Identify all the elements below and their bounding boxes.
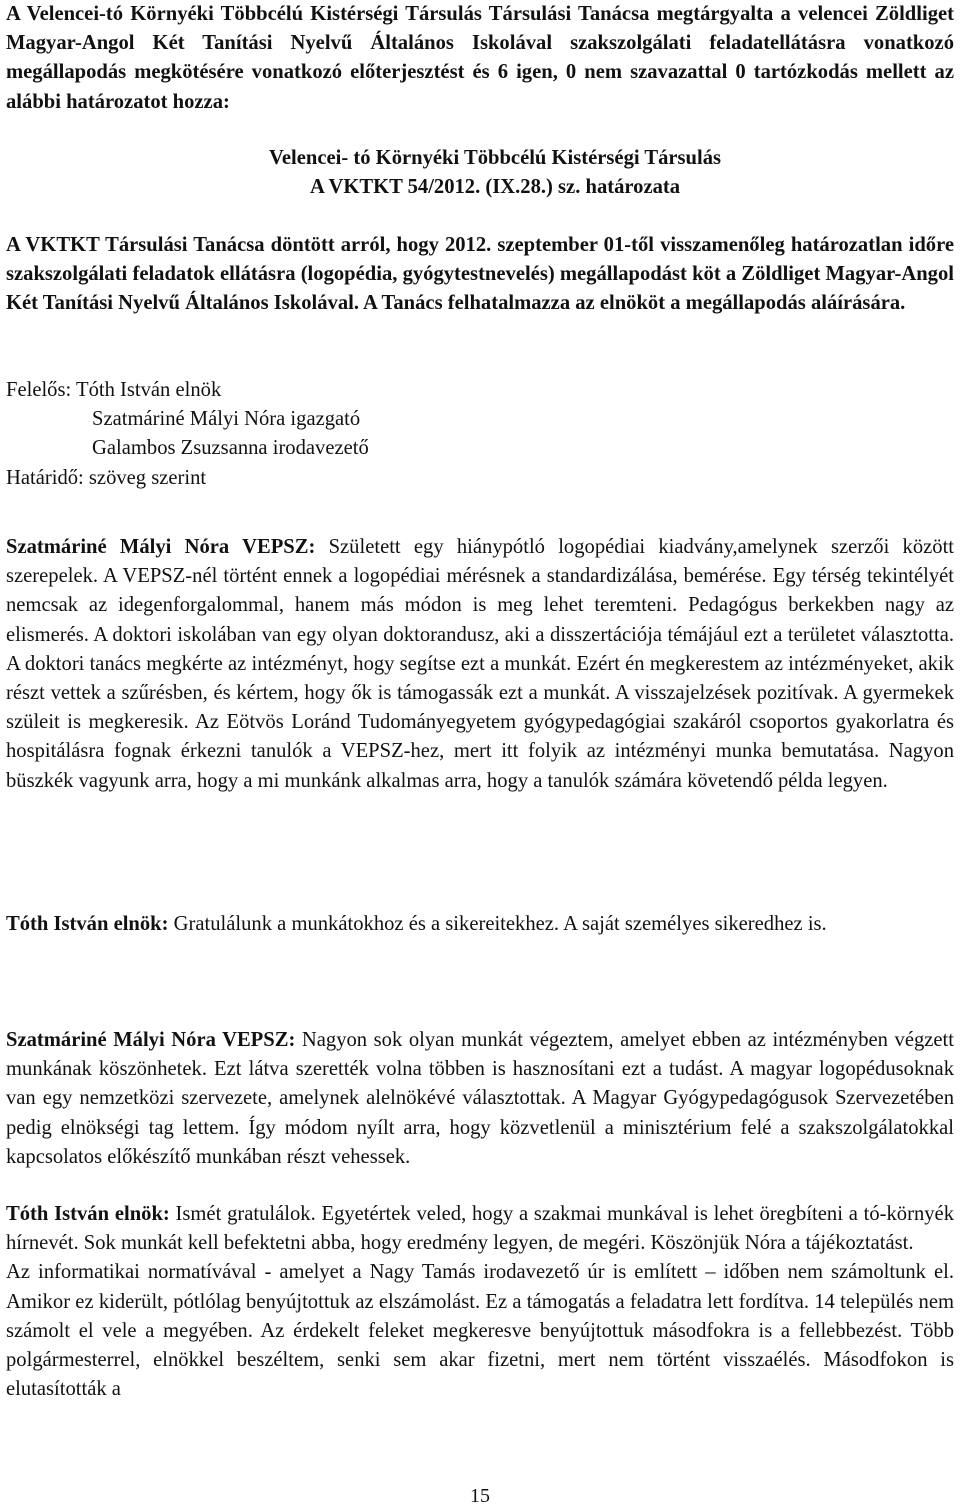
decision-heading-line1: Velencei- tó Környéki Többcélú Kistérségi Társulás: [268, 147, 722, 169]
speaker-name: Szatmáriné Mályi Nóra VEPSZ:: [6, 1029, 296, 1051]
speaker-name: Szatmáriné Mályi Nóra VEPSZ:: [6, 536, 316, 558]
speech-text: Született egy hiánypótló logopédiai kiadvány,amelynek szerzői között szerepelek. A VEPSZ-nél történt ennek a logopédiai mérésnek a standardizálása, bemérése. Egy térség tekintélyét nemcsak az idegenforgalommal, hanem más módon is meg lehet teremteni. Pedagógus berkekben nagy az elismerés. A doktori iskolában van egy olyan doktorandusz, aki a disszertációja témájául ezt a területet választotta. A doktori tanács megkérte az intézményt, hogy segítse ezt a munkát. Ezért én megkerestem az intézményeket, akik részt vettek a szűrésben, és kértem, hogy ők is támogassák ezt a munkát. A visszajelzések pozitívak. A gyermekek szüleit is megkeresik. Az Eötvös Loránd Tudományegyetem gyógypedagógiai szakáról csoportos gyakorlatra és hospitálásra fognak érkezni tanulók a VEPSZ-hez, mert itt folyik az intézményi munka bemutatása. Nagyon büszkék vagyunk arra, hogy a mi munkánk alkalmas arra, hogy a tanulók számára követendő példa legyen.: [6, 536, 955, 792]
decision-body: A VKTKT Társulási Tanácsa döntött arról, hogy 2012. szeptember 01-től visszamenőleg határozatlan időre szakszolgálati feladatok ellátásra (logopédia, gyógytestnevelés) megállapodást köt a Zöldliget Magyar-Angol Két Tanítási Nyelvű Általános Iskolával. A Tanács felhatalmazza az elnököt a megállapodás aláírására.: [6, 234, 954, 315]
speech-paragraph: [6, 1200, 954, 1404]
speaker-name: Tóth István elnök:: [6, 1203, 170, 1225]
speech-paragraph: [6, 1026, 954, 1172]
intro-paragraph: A Velencei-tó Környéki Többcélú Kistérségi Társulás Társulási Tanácsa megtárgyalta a velencei Zöldliget Magyar-Angol Két Tanítási Nyelvű Általános Iskolával szakszolgálati feladatellátásra vonatkozó megállapodás megkötésére vonatkozó előterjesztést és 6 igen, 0 nem szavazattal 0 tartózkodás mellett az alábbi határozatot hozza:: [6, 3, 954, 113]
speech-continuation: Az informatikai normatívával - amelyet a Nagy Tamás irodavezető úr is említett – időben nem számoltunk el. Amikor ez kiderült, pótlólag benyújtottuk az elszámolást. Ez a támogatás a feladatra lett fordítva. 14 település nem számolt el vele a megyében. Az érdekelt feleket megkeresve benyújtottuk másodfokra is a fellebbezést. Több polgármesterrel, elnökkel beszéltem, senki sem akar fizetni, mert nem történt visszaélés. Másodfokon is elutasították a: [6, 1261, 954, 1401]
speech-text: Gratulálunk a munkátokhoz és a sikereitekhez. A saját személyes sikeredhez is.: [168, 913, 827, 935]
responsible-line: Galambos Zsuzsanna irodavezető: [92, 437, 369, 460]
responsible-line: Felelős: Tóth István elnök: [6, 379, 222, 401]
decision-heading: [6, 144, 954, 202]
page-number: 15: [470, 1485, 490, 1507]
speaker-name: Tóth István elnök:: [6, 913, 169, 935]
decision-heading-line2: A VKTKT 54/2012. (IX.28.) sz. határozata: [309, 176, 681, 198]
speech-first-part: [6, 1200, 954, 1258]
speech-paragraph: [6, 910, 954, 939]
speech-paragraph: [6, 533, 954, 796]
responsible-block: [6, 376, 954, 493]
deadline-line: Határidő: szöveg szerint: [6, 466, 207, 489]
speech-text: Nagyon sok olyan munkát végeztem, amelyet ebben az intézményben végzett munkának köszönhetek. Ezt látva szerették volna többen is hasznosítani ezt a tudást. A magyar logopédusoknak van egy nemzetközi szervezete, amelynek alelnökévé választottak. A Magyar Gyógypedagógusok Szervezetében pedig elnökségi tag lettem. Így módom nyílt arra, hogy közvetlenül a minisztérium felé a szakszolgálatokkal kapcsolatos előkészítő munkában részt vehessek.: [6, 1029, 954, 1168]
speech-text: Ismét gratulálok. Egyetértek veled, hogy a szakmai munkával is lehet öregbíteni a tó-környék hírnevét. Sok munkát kell befektetni abba, hogy eredmény legyen, de megéri. Köszönjük Nóra a tájékoztatást.: [6, 1203, 954, 1255]
responsible-line: Szatmáriné Mályi Nóra igazgató: [92, 408, 361, 431]
